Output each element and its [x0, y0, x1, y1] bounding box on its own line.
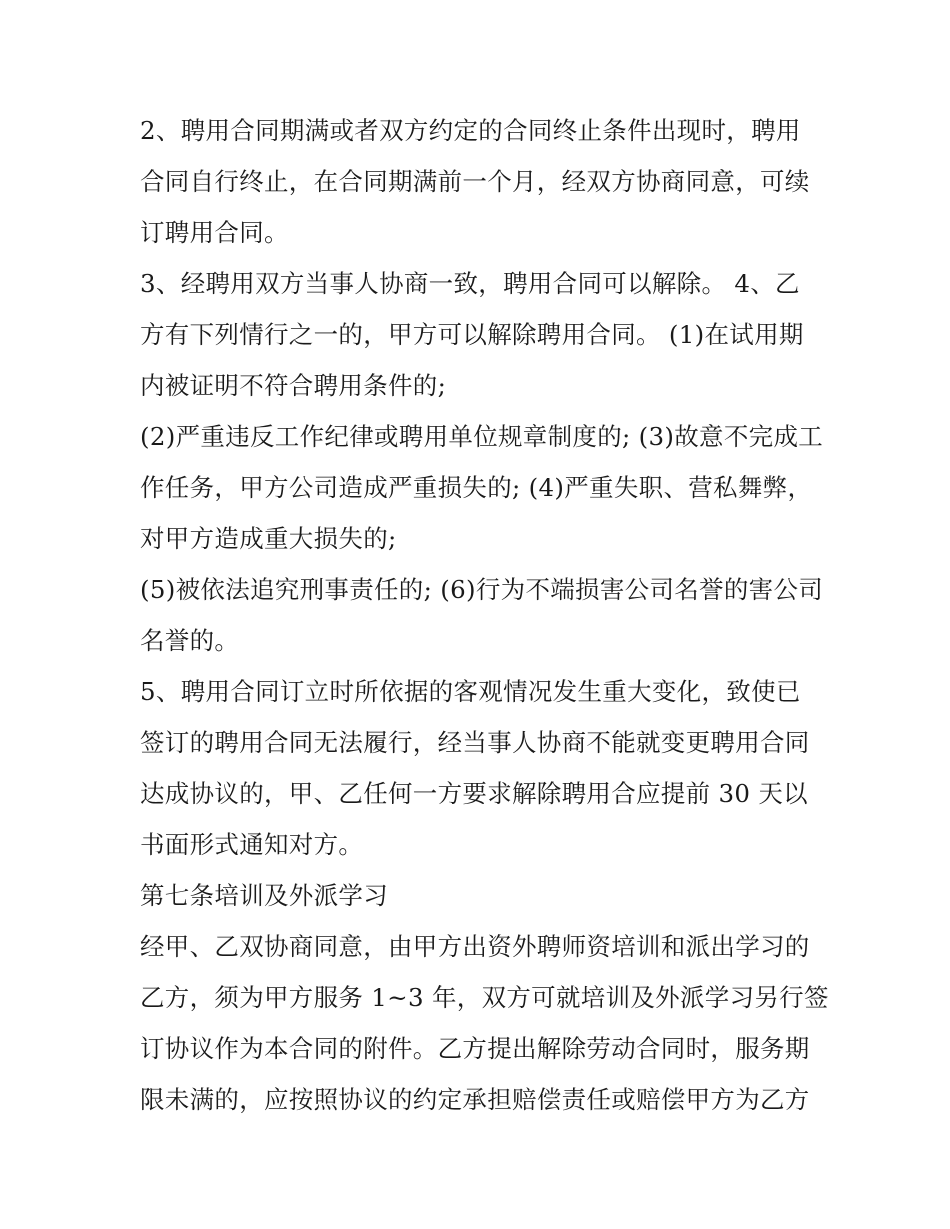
text-line: 限未满的，应按照协议的约定承担赔偿责任或赔偿甲方为乙方	[140, 1085, 810, 1114]
text-line: 订聘用合同。	[140, 218, 289, 247]
text-line: (5)被依法追究刑事责任的; (6)行为不端损害公司名誉的害公司	[140, 575, 824, 604]
section-heading: 第七条培训及外派学习	[140, 881, 388, 910]
text-line: 经甲、乙双协商同意，由甲方出资外聘师资培训和派出学习的	[140, 932, 810, 961]
text-line: 对甲方造成重大损失的;	[140, 524, 397, 553]
text-line: 方有下列情行之一的，甲方可以解除聘用合同。 (1)在试用期	[140, 320, 804, 349]
text-line: 达成协议的，甲、乙任何一方要求解除聘用合应提前 30 天以	[140, 779, 808, 808]
text-line: 作任务，甲方公司造成严重损失的; (4)严重失职、营私舞弊，	[140, 473, 813, 502]
text-line: 内被证明不符合聘用条件的;	[140, 371, 447, 400]
text-line: 书面形式通知对方。	[140, 830, 364, 859]
text-line: 2、聘用合同期满或者双方约定的合同终止条件出现时，聘用	[140, 116, 801, 145]
text-line: 订协议作为本合同的附件。乙方提出解除劳动合同时，服务期	[140, 1034, 810, 1063]
text-line: 名誉的。	[140, 626, 240, 655]
text-line: 签订的聘用合同无法履行，经当事人协商不能就变更聘用合同	[140, 728, 810, 757]
text-line: 5、聘用合同订立时所依据的客观情况发生重大变化，致使已	[140, 677, 801, 706]
text-line: 合同自行终止，在合同期满前一个月，经双方协商同意，可续	[140, 167, 810, 196]
text-line: (2)严重违反工作纪律或聘用单位规章制度的; (3)故意不完成工	[140, 422, 824, 451]
document-body	[140, 105, 829, 1125]
text-line: 乙方，须为甲方服务 1~3 年，双方可就培训及外派学习另行签	[140, 983, 829, 1012]
text-line: 3、经聘用双方当事人协商一致，聘用合同可以解除。 4、乙	[140, 269, 800, 298]
